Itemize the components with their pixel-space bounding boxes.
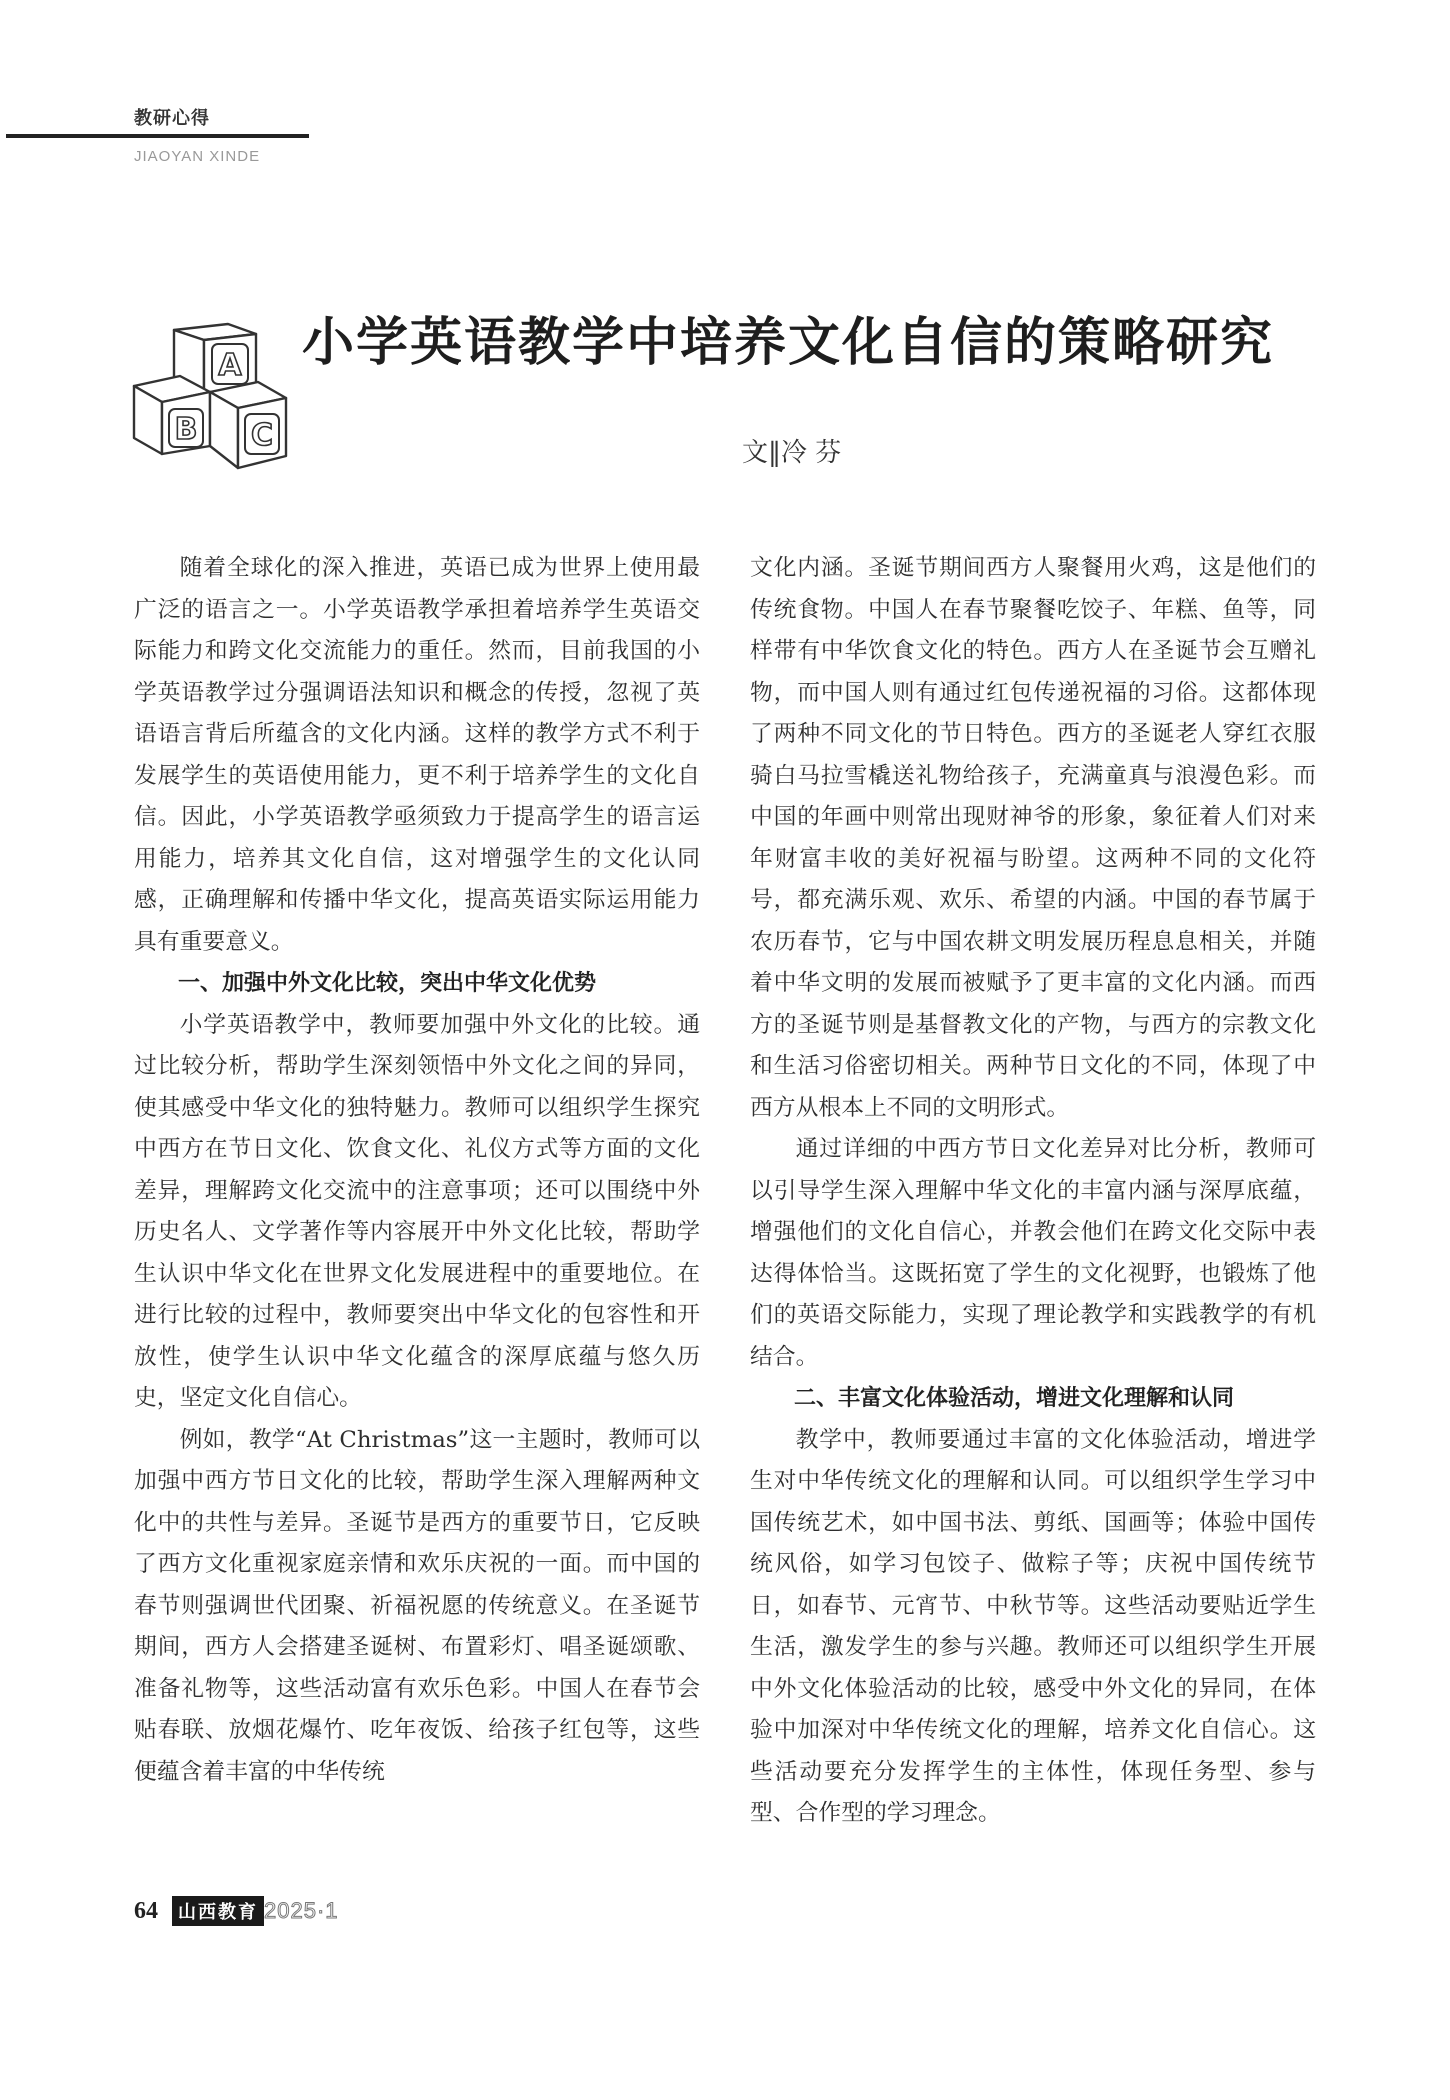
page-number: 64 xyxy=(134,1897,158,1924)
section-pinyin: JIAOYAN XINDE xyxy=(134,148,261,165)
body-paragraph: 随着全球化的深入推进，英语已成为世界上使用最广泛的语言之一。小学英语教学承担着培养学生英语交际能力和跨文化交流能力的重任。然而，目前我国的小学英语教学过分强调语法知识和概念的传授，忽视了英语语言背后所蕴含的文化内涵。这样的教学方式不利于发展学生的英语使用能力，更不利于培养学生的文化自信。因此，小学英语教学亟须致力于提高学生的语言运用能力，培养其文化自信，这对增强学生的文化认同感，正确理解和传播中华文化，提高英语实际运用能力具有重要意义。 xyxy=(134,555,700,955)
left-column xyxy=(134,548,700,1793)
magazine-issue: 2025·1 xyxy=(264,1898,339,1923)
block-letter-a: A xyxy=(218,348,242,383)
body-paragraph: 通过详细的中西方节日文化差异对比分析，教师可以引导学生深入理解中华文化的丰富内涵与深厚底蕴，增强他们的文化自信心，并教会他们在跨文化交际中表达得体恰当。这既拓宽了学生的文化视野，也锻炼了他们的英语交际能力，实现了理论教学和实践教学的有机结合。 xyxy=(750,1136,1316,1370)
page-footer xyxy=(134,1896,339,1926)
header-rule xyxy=(6,134,309,138)
body-paragraph: 小学英语教学中，教师要加强中外文化的比较。通过比较分析，帮助学生深刻领悟中外文化之间的异同，使其感受中华文化的独特魅力。教师可以组织学生探究中西方在节日文化、饮食文化、礼仪方式等方面的文化差异，理解跨文化交流中的注意事项；还可以围绕中外历史名人、文学著作等内容展开中外文化比较，帮助学生认识中华文化在世界文化发展进程中的重要地位。在进行比较的过程中，教师要突出中华文化的包容性和开放性，使学生认识中华文化蕴含的深厚底蕴与悠久历史，坚定文化自信心。 xyxy=(134,1011,700,1411)
block-letter-b: B xyxy=(174,412,198,447)
section-heading: 一、加强中外文化比较，突出中华文化优势 xyxy=(178,971,597,996)
body-paragraph: 教学中，教师要通过丰富的文化体验活动，增进学生对中华传统文化的理解和认同。可以组织学生学习中国传统艺术，如中国书法、剪纸、国画等；体验中国传统风俗，如学习包饺子、做粽子等；庆祝中国传统节日，如春节、元宵节、中秋节等。这些活动要贴近学生生活，激发学生的参与兴趣。教师还可以组织学生开展中外文化体验活动的比较，感受中外文化的异同，在体验中加深对中华传统文化的理解，培养文化自信心。这些活动要充分发挥学生的主体性，体现任务型、参与型、合作型的学习理念。 xyxy=(750,1426,1316,1826)
byline: 文‖冷 芬 xyxy=(742,438,842,468)
magazine-name: 山西教育 xyxy=(172,1896,264,1926)
abc-blocks-logo xyxy=(132,320,298,478)
right-column xyxy=(750,548,1316,1835)
body-paragraph: 文化内涵。圣诞节期间西方人聚餐用火鸡，这是他们的传统食物。中国人在春节聚餐吃饺子、年糕、鱼等，同样带有中华饮食文化的特色。西方人在圣诞节会互赠礼物，而中国人则有通过红包传递祝福的习俗。这都体现了两种不同文化的节日特色。西方的圣诞老人穿红衣服骑白马拉雪橇送礼物给孩子，充满童真与浪漫色彩。而中国的年画中则常出现财神爷的形象，象征着人们对来年财富丰收的美好祝福与盼望。这两种不同的文化符号，都充满乐观、欢乐、希望的内涵。中国的春节属于农历春节，它与中国农耕文明发展历程息息相关，并随着中华文明的发展而被赋予了更丰富的文化内涵。而西方的圣诞节则是基督教文化的产物，与西方的宗教文化和生活习俗密切相关。两种节日文化的不同，体现了中西方从根本上不同的文明形式。 xyxy=(750,555,1316,1121)
block-letter-c: C xyxy=(250,418,274,453)
section-heading: 二、丰富文化体验活动，增进文化理解和认同 xyxy=(794,1386,1235,1411)
article-title: 小学英语教学中培养文化自信的策略研究 xyxy=(302,313,1275,373)
body-paragraph: 例如，教学“At Christmas”这一主题时，教师可以加强中西方节日文化的比较，帮助学生深入理解两种文化中的共性与差异。圣诞节是西方的重要节日，它反映了西方文化重视家庭亲情和欢乐庆祝的一面。而中国的春节则强调世代团聚、祈福祝愿的传统意义。在圣诞节期间，西方人会搭建圣诞树、布置彩灯、唱圣诞颂歌、准备礼物等，这些活动富有欢乐色彩。中国人在春节会贴春联、放烟花爆竹、吃年夜饭、给孩子红包等，这些便蕴含着丰富的中华传统 xyxy=(134,1426,700,1785)
section-label: 教研心得 xyxy=(134,108,210,129)
